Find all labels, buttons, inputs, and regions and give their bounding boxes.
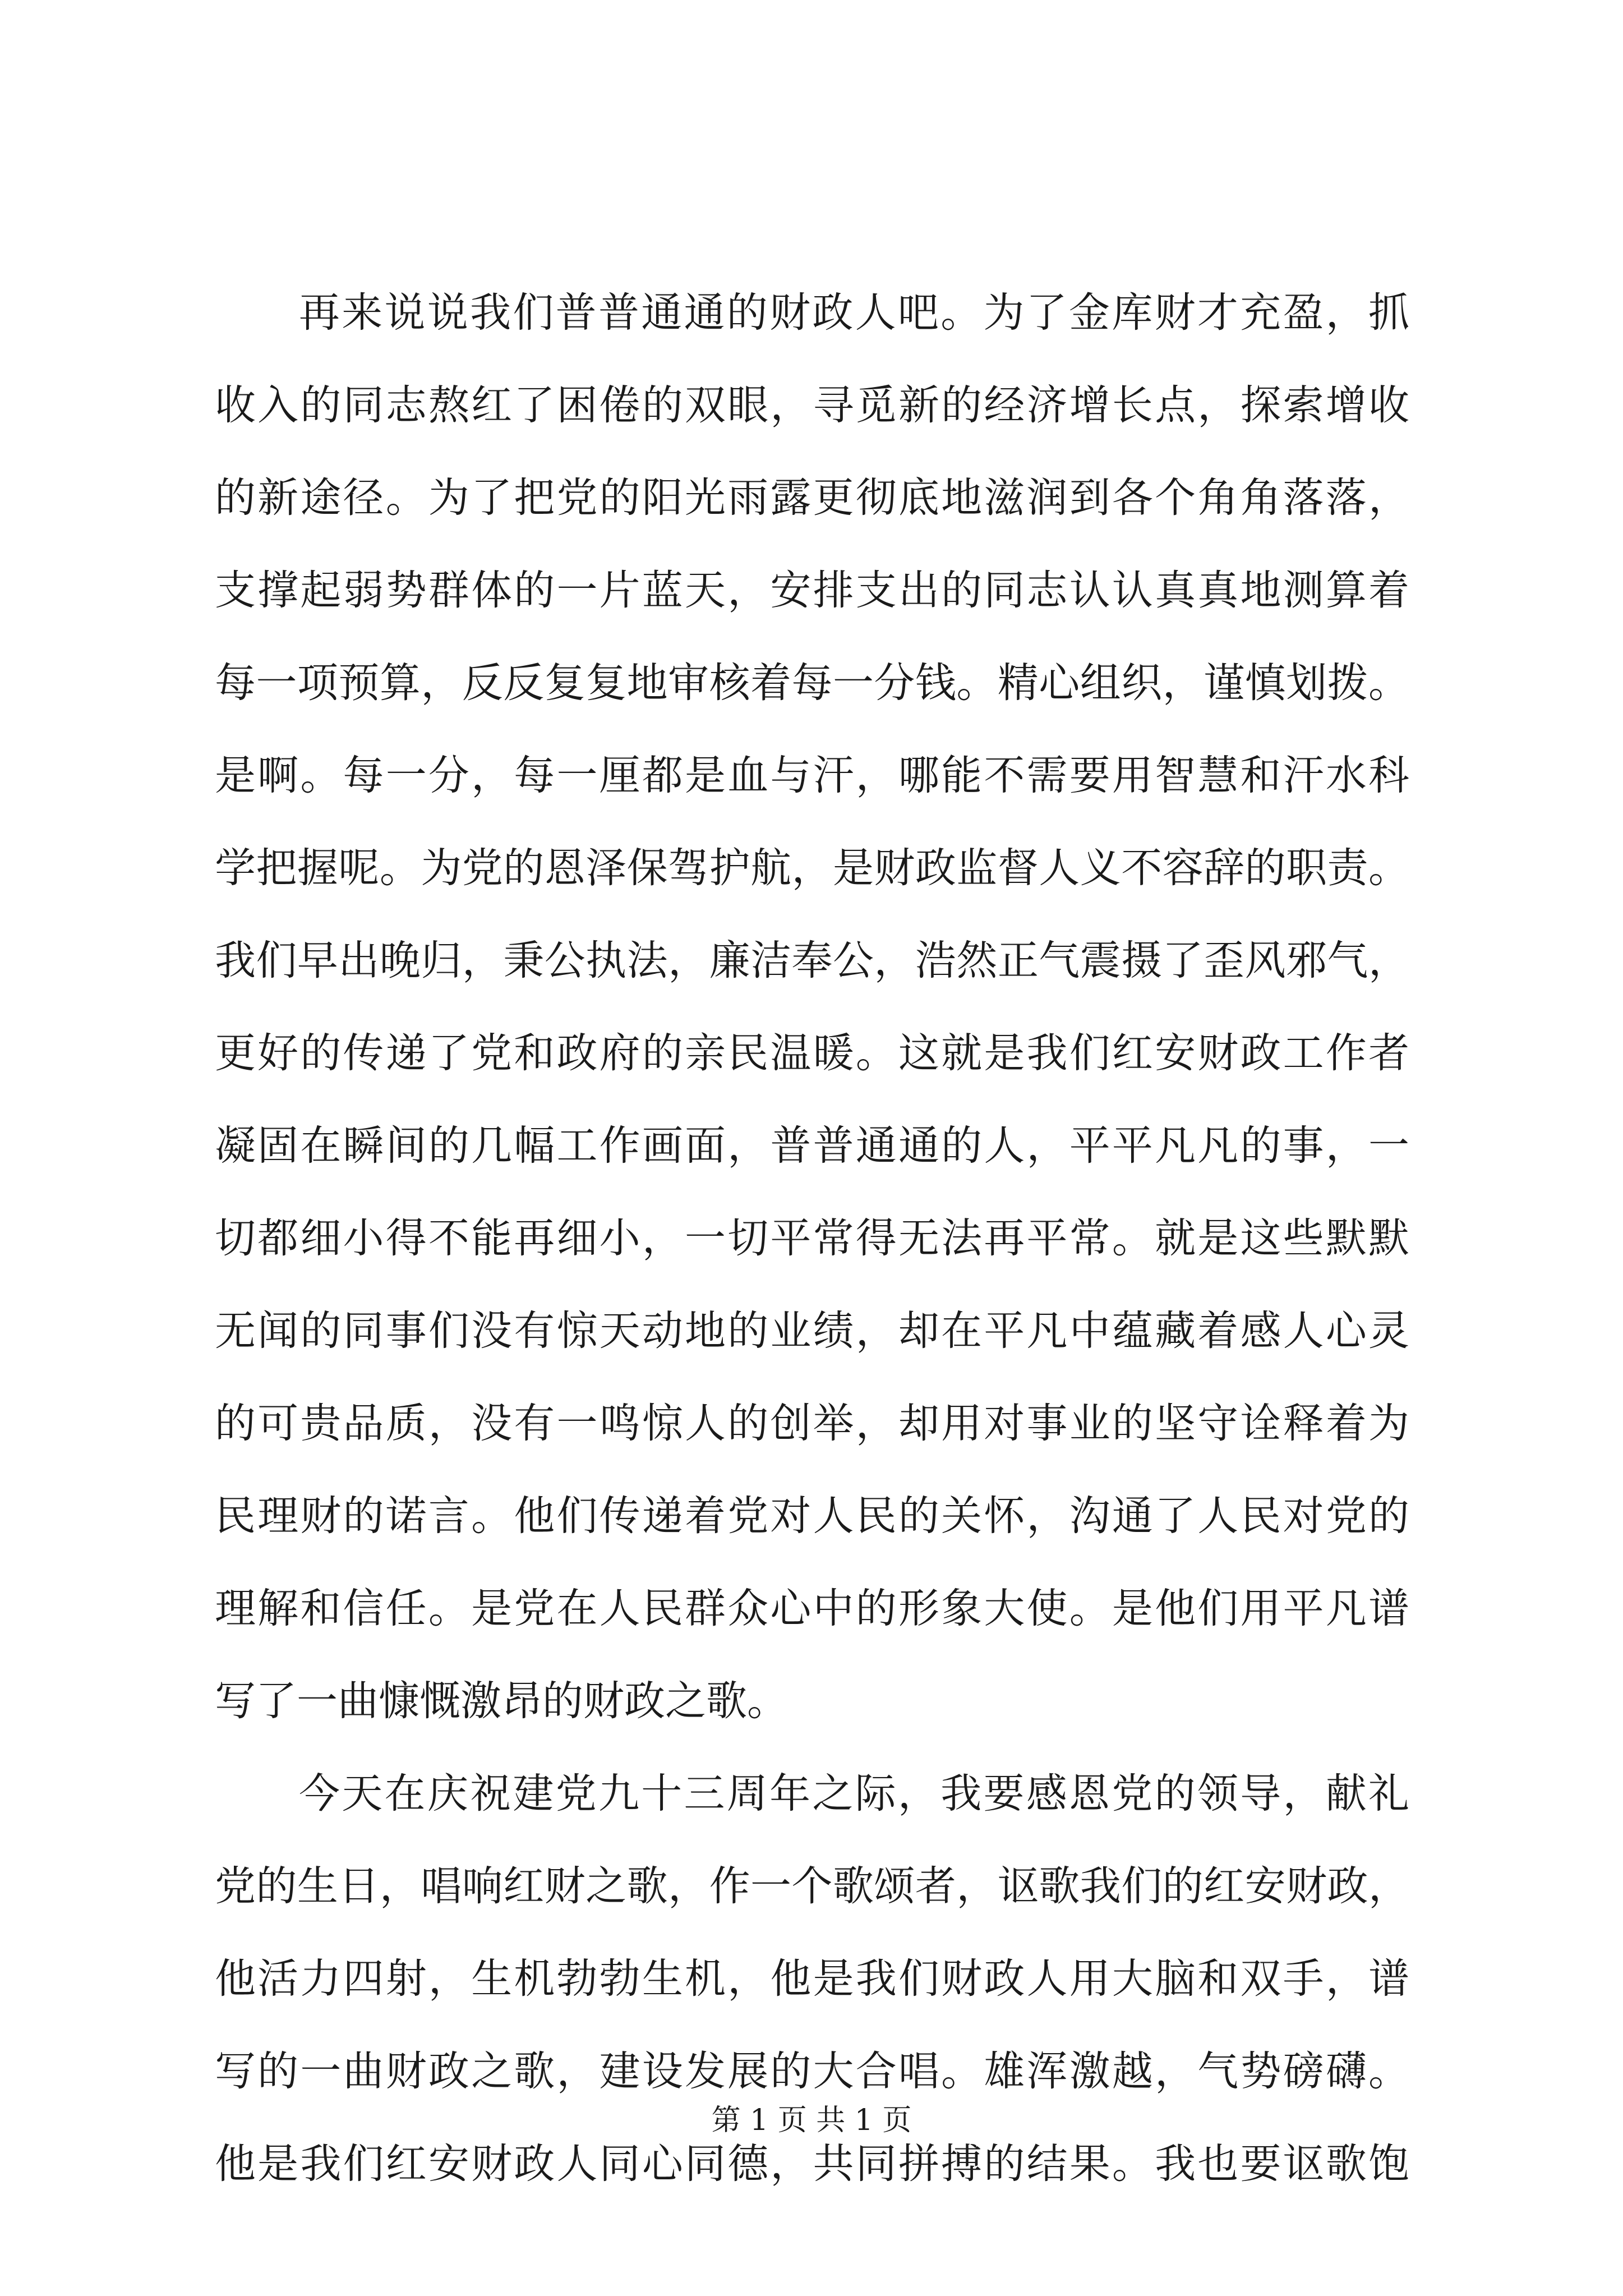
text-line: 学把握呢。为党的恩泽保驾护航，是财政监督人义不容辞的职责。 bbox=[215, 844, 1409, 892]
text-line: 写的一曲财政之歌，建设发展的大合唱。雄浑激越，气势磅礴。 bbox=[215, 2047, 1409, 2095]
text-line: 党的生日，唱响红财之歌，作一个歌颂者，讴歌我们的红安财政， bbox=[215, 1862, 1409, 1910]
text-line: 民理财的诺言。他们传递着党对人民的关怀，沟通了人民对党的 bbox=[215, 1492, 1409, 1540]
document-body bbox=[215, 266, 1409, 2210]
text-line: 他是我们红安财政人同心同德，共同拼搏的结果。我也要讴歌饱 bbox=[215, 2140, 1409, 2188]
text-line: 今天在庆祝建党九十三周年之际，我要感恩党的领导，献礼 bbox=[299, 1770, 1409, 1818]
text-line: 更好的传递了党和政府的亲民温暖。这就是我们红安财政工作者 bbox=[215, 1029, 1409, 1077]
paragraph bbox=[215, 1747, 1409, 2210]
page-footer: 第 1 页 共 1 页 bbox=[711, 2104, 912, 2137]
text-line: 收入的同志熬红了困倦的双眼，寻觅新的经济增长点，探索增收 bbox=[215, 381, 1409, 429]
text-line: 写了一曲慷慨激昂的财政之歌。 bbox=[215, 1677, 788, 1725]
text-line: 切都细小得不能再细小，一切平常得无法再平常。就是这些默默 bbox=[215, 1214, 1409, 1262]
text-line: 他活力四射，生机勃勃生机，他是我们财政人用大脑和双手，谱 bbox=[215, 1955, 1409, 2003]
paragraph bbox=[215, 266, 1409, 1747]
text-line: 我们早出晚归，秉公执法，廉洁奉公，浩然正气震摄了歪风邪气， bbox=[215, 937, 1409, 984]
text-line: 是啊。每一分，每一厘都是血与汗，哪能不需要用智慧和汗水科 bbox=[215, 752, 1409, 799]
text-line: 理解和信任。是党在人民群众心中的形象大使。是他们用平凡谱 bbox=[215, 1585, 1409, 1632]
text-line: 无闻的同事们没有惊天动地的业绩，却在平凡中蕴藏着感人心灵 bbox=[215, 1307, 1409, 1355]
text-line: 的新途径。为了把党的阳光雨露更彻底地滋润到各个角角落落， bbox=[215, 474, 1409, 522]
text-line: 每一项预算，反反复复地审核着每一分钱。精心组织，谨慎划拨。 bbox=[215, 659, 1409, 707]
text-line: 的可贵品质，没有一鸣惊人的创举，却用对事业的坚守诠释着为 bbox=[215, 1400, 1409, 1447]
text-line: 支撑起弱势群体的一片蓝天，安排支出的同志认认真真地测算着 bbox=[215, 567, 1409, 614]
text-line: 再来说说我们普普通通的财政人吧。为了金库财才充盈，抓 bbox=[299, 289, 1409, 337]
text-line: 凝固在瞬间的几幅工作画面，普普通通的人，平平凡凡的事，一 bbox=[215, 1122, 1409, 1170]
